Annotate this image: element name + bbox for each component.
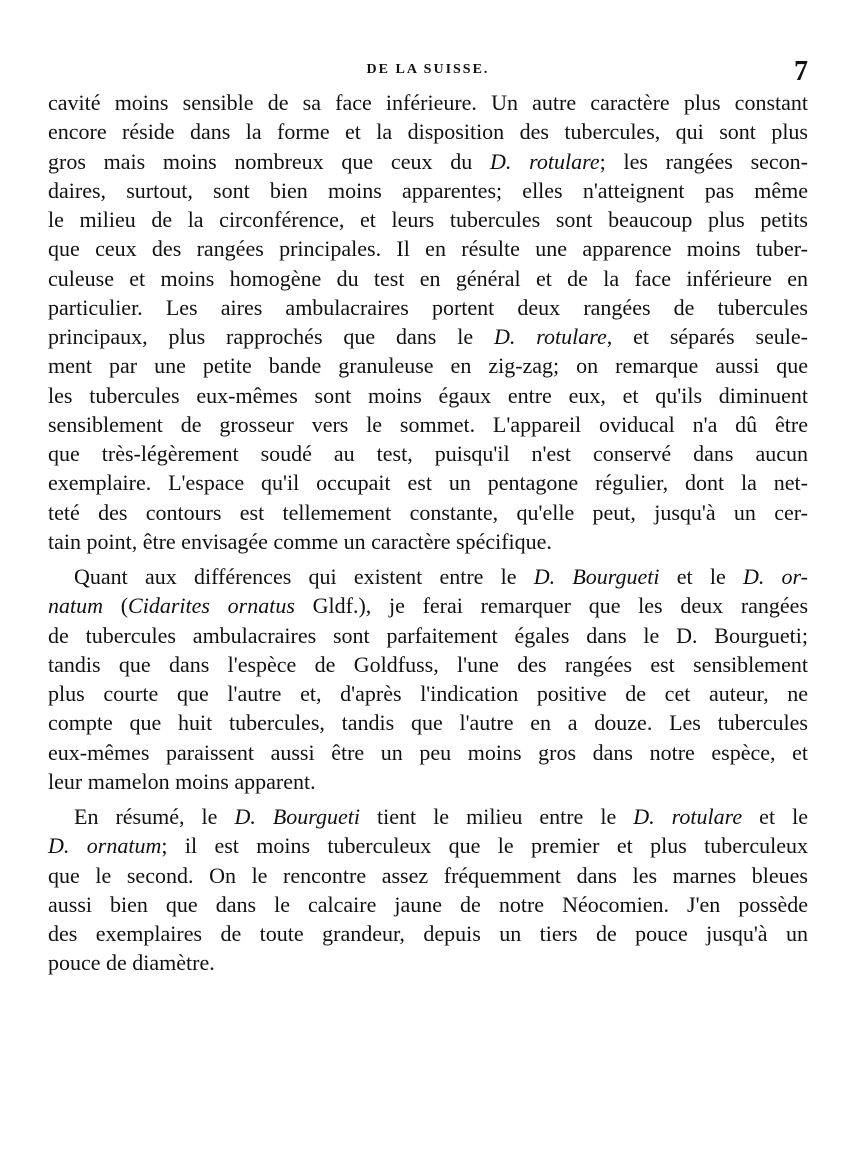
text-line: En résumé, le D. Bourgueti tient le milieu entre le D. rotulare et le bbox=[74, 804, 808, 829]
text-line: sensiblement de grosseur vers le sommet. L'appareil oviducal n'a dû être bbox=[48, 411, 808, 437]
paragraph-1 bbox=[48, 88, 808, 556]
paragraph-2 bbox=[48, 562, 808, 796]
text-line: encore réside dans la forme et la disposition des tubercules, qui sont plus bbox=[48, 119, 808, 145]
text-line: daires, surtout, sont bien moins apparentes; elles n'atteignent pas même bbox=[48, 177, 808, 203]
page-header bbox=[48, 56, 808, 90]
text-line: D. ornatum; il est moins tuberculeux que le premier et plus tuberculeux bbox=[48, 833, 809, 859]
text-line: tandis que dans l'espèce de Goldfuss, l'une des rangées est sensiblement bbox=[48, 651, 808, 677]
text-line: particulier. Les aires ambulacraires portent deux rangées de tubercules bbox=[48, 294, 808, 320]
text-line: culeuse et moins homogène du test en général et de la face inférieure en bbox=[48, 265, 808, 291]
text-line: gros mais moins nombreux que ceux du D. rotulare; les rangées secon- bbox=[48, 148, 808, 174]
text-line: le milieu de la circonférence, et leurs tubercules sont beaucoup plus petits bbox=[48, 207, 808, 232]
text-line: exemplaire. L'espace qu'il occupait est un pentagone régulier, dont la net- bbox=[48, 470, 808, 496]
text-line: tain point, être envisagée comme un caractère spécifique. bbox=[48, 528, 552, 554]
text-line: de tubercules ambulacraires sont parfaitement égales dans le D. Bourgueti; bbox=[48, 622, 808, 648]
text-line: que ceux des rangées principales. Il en résulte une apparence moins tuber- bbox=[48, 236, 808, 262]
paragraph-3 bbox=[48, 802, 808, 978]
text-line: que très-légèrement soudé au test, puisqu'il n'est conservé dans aucun bbox=[48, 441, 808, 466]
text-line: les tubercules eux-mêmes sont moins égaux entre eux, et qu'ils diminuent bbox=[48, 382, 808, 408]
text-line: que le second. On le rencontre assez fréquemment dans les marnes bleues bbox=[48, 862, 808, 888]
text-line: ment par une petite bande granuleuse en zig-zag; on remarque aussi que bbox=[48, 353, 808, 379]
text-line: teté des contours est tellemement constante, qu'elle peut, jusqu'à un cer- bbox=[48, 499, 808, 525]
text-line: cavité moins sensible de sa face inférieure. Un autre caractère plus constant bbox=[48, 90, 808, 115]
running-head: DE LA SUISSE. bbox=[366, 62, 490, 77]
body-text bbox=[48, 88, 808, 978]
text-line: principaux, plus rapprochés que dans le D. rotulare, et séparés seule- bbox=[48, 324, 809, 349]
text-line: Quant aux différences qui existent entre le D. Bourgueti et le D. or- bbox=[74, 564, 808, 589]
page-number: 7 bbox=[794, 56, 808, 87]
text-line: aussi bien que dans le calcaire jaune de notre Néocomien. J'en possède bbox=[48, 891, 808, 917]
text-line: natum (Cidarites ornatus Gldf.), je ferai remarquer que les deux rangées bbox=[48, 593, 809, 619]
text-line: compte que huit tubercules, tandis que l'autre en a douze. Les tubercules bbox=[48, 710, 808, 736]
text-line: des exemplaires de toute grandeur, depuis un tiers de pouce jusqu'à un bbox=[48, 921, 808, 946]
text-line: eux-mêmes paraissent aussi être un peu moins gros dans notre espèce, et bbox=[48, 739, 808, 765]
text-line: plus courte que l'autre et, d'après l'indication positive de cet auteur, ne bbox=[48, 681, 808, 706]
text-line: pouce de diamètre. bbox=[48, 950, 215, 976]
text-line: leur mamelon moins apparent. bbox=[48, 768, 316, 794]
